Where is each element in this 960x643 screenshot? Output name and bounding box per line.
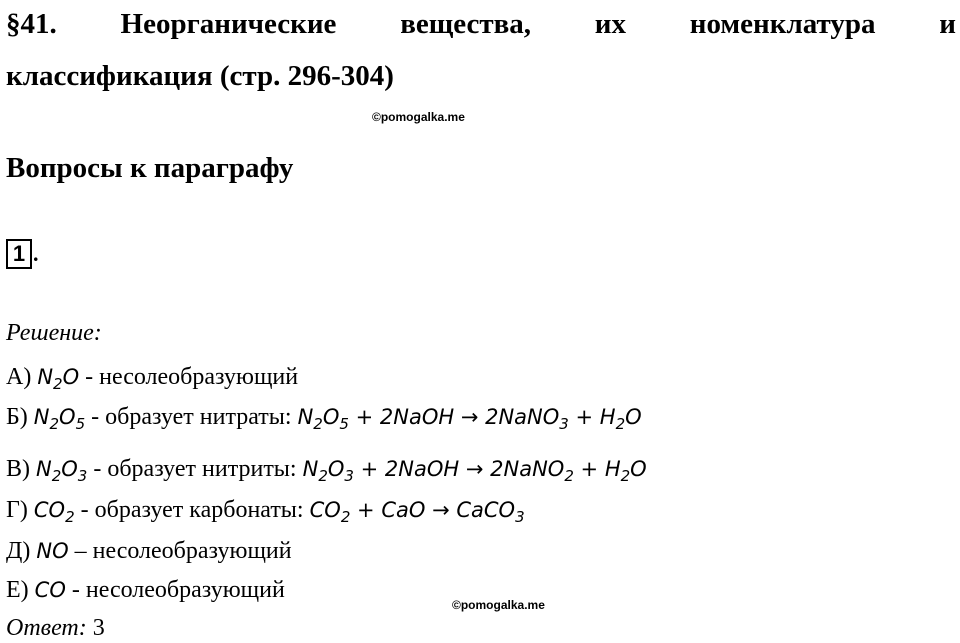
item-formula: $N_2O$ <box>37 365 80 393</box>
watermark-top: ©pomogalka.me <box>372 110 465 124</box>
item-text: - несолеобразующий <box>85 364 299 390</box>
question-number-box: 1 <box>6 239 32 269</box>
watermark-bottom: ©pomogalka.me <box>452 598 545 612</box>
item-text: – несолеобразующий <box>74 538 292 564</box>
item-formula: CO <box>34 578 66 602</box>
item-text: - образует карбонаты: <box>80 497 304 523</box>
solution-label: Решение: <box>6 320 102 346</box>
answer-item-e <box>6 575 285 605</box>
answer-item-a <box>6 362 298 392</box>
answer-item-v <box>6 454 647 484</box>
item-text: - образует нитриты: <box>93 456 297 482</box>
item-letter: Д) <box>6 538 31 564</box>
item-formula: NO <box>36 539 69 563</box>
item-text: - несолеобразующий <box>71 577 285 603</box>
answer-label: Ответ: <box>6 615 87 641</box>
section-title-line-1: §41. Неорганические вещества, их номенклатура и <box>6 8 956 40</box>
questions-heading: Вопросы к параграфу <box>6 152 294 184</box>
item-formula: $N_2O_3$ <box>36 457 88 485</box>
item-equation: $N_2O_3$ + 2NaOH → 2NaNO$_2$ + $H_2O$ <box>302 457 647 485</box>
question-number-dot: . <box>33 241 39 266</box>
answer-item-g <box>6 495 525 525</box>
answer-item-b <box>6 402 642 432</box>
item-formula: $CO_2$ <box>33 498 75 526</box>
answer-item-d <box>6 536 292 566</box>
item-equation: $CO_2$ + CaO → CaCO$_3$ <box>309 498 525 526</box>
item-text: - образует нитраты: <box>91 404 292 430</box>
item-letter: Е) <box>6 577 29 603</box>
item-formula: $N_2O_5$ <box>33 405 86 433</box>
final-answer <box>6 613 105 643</box>
item-letter: Б) <box>6 404 28 430</box>
section-title-line-2: классификация (стр. 296-304) <box>6 60 394 92</box>
item-letter: Г) <box>6 497 28 523</box>
section-title <box>6 0 956 102</box>
item-letter: В) <box>6 456 30 482</box>
item-letter: А) <box>6 364 32 390</box>
item-equation: $N_2O_5$ + 2NaOH → 2NaNO$_3$ + $H_2O$ <box>297 405 642 433</box>
answer-value: 3 <box>92 615 105 641</box>
